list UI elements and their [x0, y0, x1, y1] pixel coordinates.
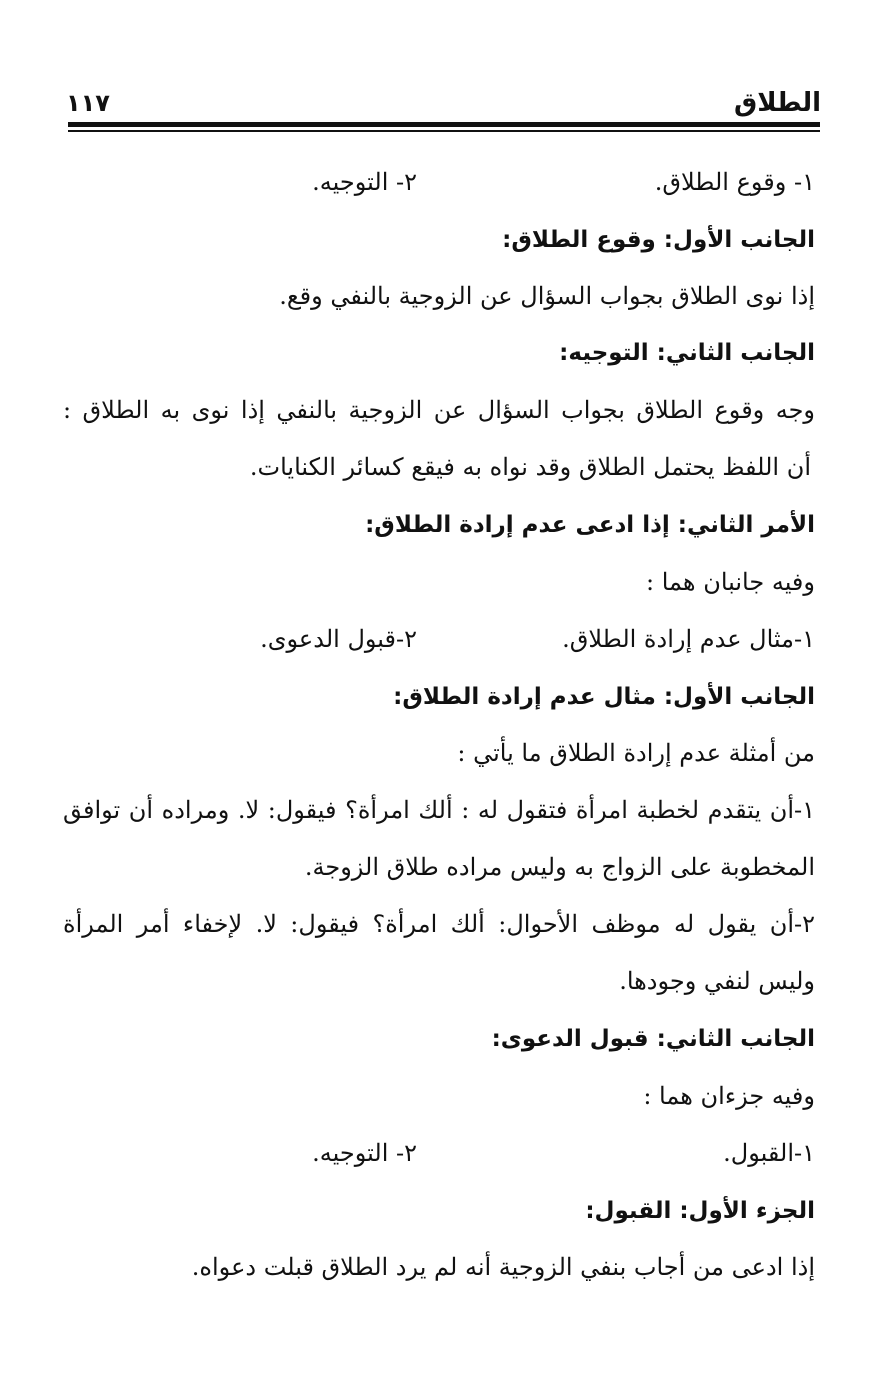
section-heading: الجزء الأول: القبول:: [585, 1198, 815, 1224]
paragraph-line: أن اللفظ يحتمل الطلاق وقد نواه به فيقع كسائر الكنايات.: [249, 453, 811, 481]
enum-item-2: ٢-قبول الدعوى.: [260, 625, 417, 653]
paragraph-line: وجه وقوع الطلاق بجواب السؤال عن الزوجية بالنفي إذا نوى به الطلاق :: [63, 396, 815, 424]
enum-item-1: ١- وقوع الطلاق.: [654, 168, 815, 196]
enum-item-2: ٢- التوجيه.: [312, 168, 417, 196]
section-heading: الجانب الثاني: التوجيه:: [559, 340, 815, 366]
header-rule-thick: [68, 122, 820, 127]
section-heading: الأمر الثاني: إذا ادعى عدم إرادة الطلاق:: [365, 512, 815, 538]
enum-item-1: ١-مثال عدم إرادة الطلاق.: [562, 625, 815, 653]
paragraph-line: من أمثلة عدم إرادة الطلاق ما يأتي :: [457, 739, 815, 767]
enum-item-2: ٢- التوجيه.: [312, 1139, 417, 1167]
page-number: ١١٧: [66, 89, 110, 117]
paragraph-line: إذا ادعى من أجاب بنفي الزوجية أنه لم يرد الطلاق قبلت دعواه.: [191, 1253, 815, 1281]
header-rule-thin: [68, 130, 820, 132]
paragraph-line: ٢-أن يقول له موظف الأحوال: ألك امرأة؟ فيقول: لا. لإخفاء أمر المرأة: [63, 910, 815, 938]
paragraph-line: المخطوبة على الزواج به وليس مراده طلاق الزوجة.: [304, 853, 815, 881]
paragraph-line: وفيه جانبان هما :: [646, 568, 815, 596]
section-heading: الجانب الأول: مثال عدم إرادة الطلاق:: [393, 684, 815, 710]
enum-item-1: ١-القبول.: [723, 1139, 815, 1167]
paragraph-line: وفيه جزءان هما :: [643, 1082, 815, 1110]
paragraph-line: وليس لنفي وجودها.: [619, 967, 815, 995]
paragraph-line: إذا نوى الطلاق بجواب السؤال عن الزوجية بالنفي وقع.: [279, 282, 815, 310]
running-header-title: الطلاق: [734, 88, 821, 118]
section-heading: الجانب الثاني: قبول الدعوى:: [491, 1026, 815, 1052]
paragraph-line: ١-أن يتقدم لخطبة امرأة فتقول له : ألك امرأة؟ فيقول: لا. ومراده أن توافق: [63, 796, 815, 824]
section-heading: الجانب الأول: وقوع الطلاق:: [502, 227, 815, 253]
